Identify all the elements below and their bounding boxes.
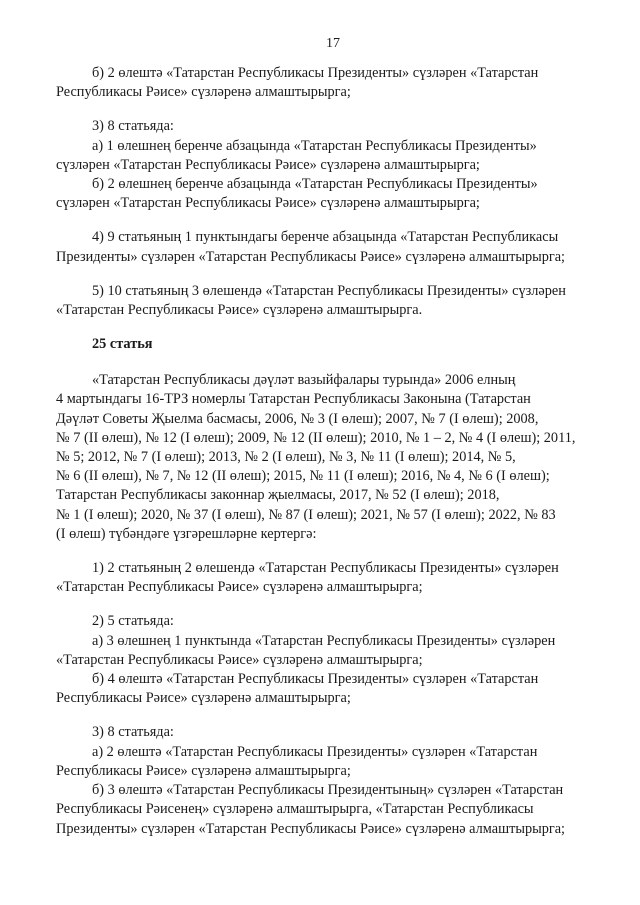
paragraph: 1) 2 статьяның 2 өлешендә «Татарстан Республикасы Президенты» сүзләрен «Татарстан Республикасы Рәисе» сүзләренә алмаштырырга; xyxy=(56,560,559,596)
paragraph: 4) 9 статьяның 1 пунктындагы беренче абзацында «Татарстан Республикасы Президенты» сүзләрен «Татарстан Республикасы Рәисе» сүзләренә алмаштырырга; xyxy=(56,229,566,265)
paragraph-group xyxy=(56,228,612,266)
amendments-section-before xyxy=(56,64,612,320)
paragraph: б) 2 өлешнең беренче абзацында «Татарстан Республикасы Президенты» сүзләрен «Татарстан Республикасы Рәисе» сүзләренә алмаштырырга; xyxy=(56,176,538,212)
paragraph: 3) 8 статьяда: xyxy=(92,724,174,741)
paragraph: а) 2 өлештә «Татарстан Республикасы Президенты» сүзләрен «Татарстан Республикасы Рәисе» сүзләренә алмаштырырга; xyxy=(56,743,538,779)
paragraph-group xyxy=(56,371,612,544)
paragraph-group xyxy=(56,559,612,597)
document-body xyxy=(56,64,612,854)
paragraph-group xyxy=(56,723,612,838)
paragraph: б) 4 өлештә «Татарстан Республикасы Президенты» сүзләрен «Татарстан Республикасы Рәисе» сүзләренә алмаштырырга; xyxy=(56,671,539,707)
paragraph: б) 2 өлештә «Татарстан Республикасы Президенты» сүзләрен «Татарстан Республикасы Рәисе» сүзләренә алмаштырырга; xyxy=(56,65,539,101)
page-number: 17 xyxy=(326,36,340,51)
paragraph-group xyxy=(56,612,612,708)
paragraph-group xyxy=(56,282,612,320)
paragraph: а) 3 өлешнең 1 пунктында «Татарстан Республикасы Президенты» сүзләрен «Татарстан Республикасы Рәисе» сүзләренә алмаштырырга; xyxy=(56,632,556,668)
paragraph: «Татарстан Республикасы дәүләт вазыйфалары турында» 2006 елның 4 мартындагы 16-ТРЗ номерлы Татарстан Республикасы Законына (Татарстан Дәүләт Советы Җыелма басмасы, 2006, № 3 (I өлеш); 2007, № 7 (I өлеш); 2008, № 7 (II өлеш), № 12 (I өлеш); 2009, № 12 (II өлеш); 2010, № 1 – 2, № 4 (I өлеш); 2011, № 5; 2012, № 7 (I өлеш); 2013, № 2 (I өлеш), № 3, № 11 (I өлеш); 2014, № 5, № 6 (II өлеш), № 7, № 12 (II өлеш); 2015, № 11 (I өлеш); 2016, № 4, № 6 (I өлеш); Татарстан Республикасы законнар җыелмасы, 2017, № 52 (I өлеш); 2018, № 1 (I өлеш); 2020, № 37 (I өлеш), № 87 (I өлеш); 2021, № 57 (I өлеш); 2022, № 83 (I өлеш) түбәндәге үзгәрешләрне кертергә: xyxy=(56,372,576,542)
paragraph: а) 1 өлешнең беренче абзацында «Татарстан Республикасы Президенты» сүзләрен «Татарстан Республикасы Рәисе» сүзләренә алмаштырырга; xyxy=(56,137,537,173)
paragraph: 5) 10 статьяның 3 өлешендә «Татарстан Республикасы Президенты» сүзләрен «Татарстан Республикасы Рәисе» сүзләренә алмаштырырга. xyxy=(56,282,566,319)
paragraph: 2) 5 статьяда: xyxy=(92,613,174,630)
paragraph: 3) 8 статьяда: xyxy=(92,118,174,135)
article-heading: 25 статья xyxy=(92,336,153,353)
paragraph: б) 3 өлештә «Татарстан Республикасы Президентының» сүзләрен «Татарстан Республикасы Рәисенең» сүзләренә алмаштырырга, «Татарстан Республикасы Президенты» сүзләрен «Татарстан Республикасы Рәисе» сүзләренә алмаштырырга; xyxy=(56,782,566,837)
paragraph-group xyxy=(56,64,612,102)
amendments-section-after xyxy=(56,371,612,838)
paragraph-group xyxy=(56,117,612,213)
